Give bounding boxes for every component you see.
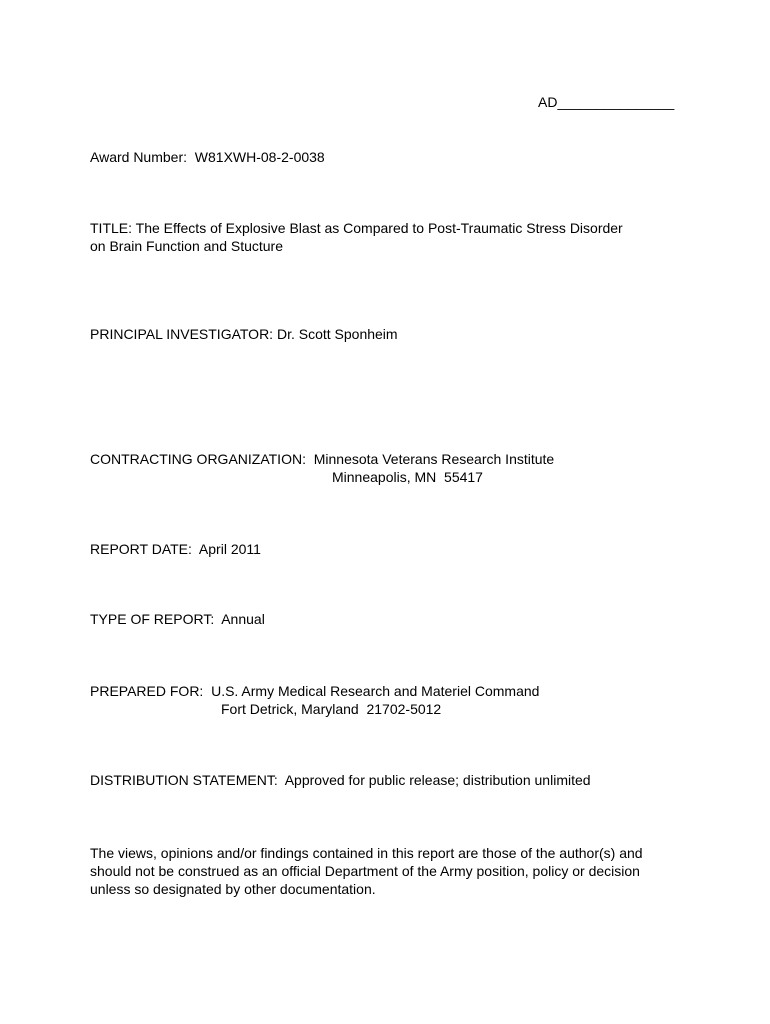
contracting-organization-line-1: CONTRACTING ORGANIZATION: Minnesota Veterans Research Institute	[90, 451, 555, 467]
contracting-organization-line-2: Minneapolis, MN 55417	[332, 469, 483, 485]
title-line-1: TITLE: The Effects of Explosive Blast as Compared to Post-Traumatic Stress Disorder	[90, 220, 623, 236]
prepared-for-line-1: PREPARED FOR: U.S. Army Medical Research and Materiel Command	[90, 683, 540, 699]
type-of-report: TYPE OF REPORT: Annual	[90, 611, 265, 627]
principal-investigator: PRINCIPAL INVESTIGATOR: Dr. Scott Sponheim	[90, 326, 398, 342]
report-date: REPORT DATE: April 2011	[90, 541, 261, 557]
prepared-for-line-2: Fort Detrick, Maryland 21702-5012	[221, 701, 442, 717]
disclaimer-line-3: unless so designated by other documentation.	[90, 881, 376, 897]
ad-number: AD_______________	[538, 94, 675, 110]
distribution-statement: DISTRIBUTION STATEMENT: Approved for public release; distribution unlimited	[90, 772, 591, 788]
disclaimer-line-2: should not be construed as an official Department of the Army position, policy or decision	[90, 863, 640, 879]
disclaimer-line-1: The views, opinions and/or findings contained in this report are those of the author(s) and	[90, 845, 643, 861]
award-number: Award Number: W81XWH-08-2-0038	[90, 149, 325, 165]
title-line-2: on Brain Function and Stucture	[90, 238, 284, 254]
